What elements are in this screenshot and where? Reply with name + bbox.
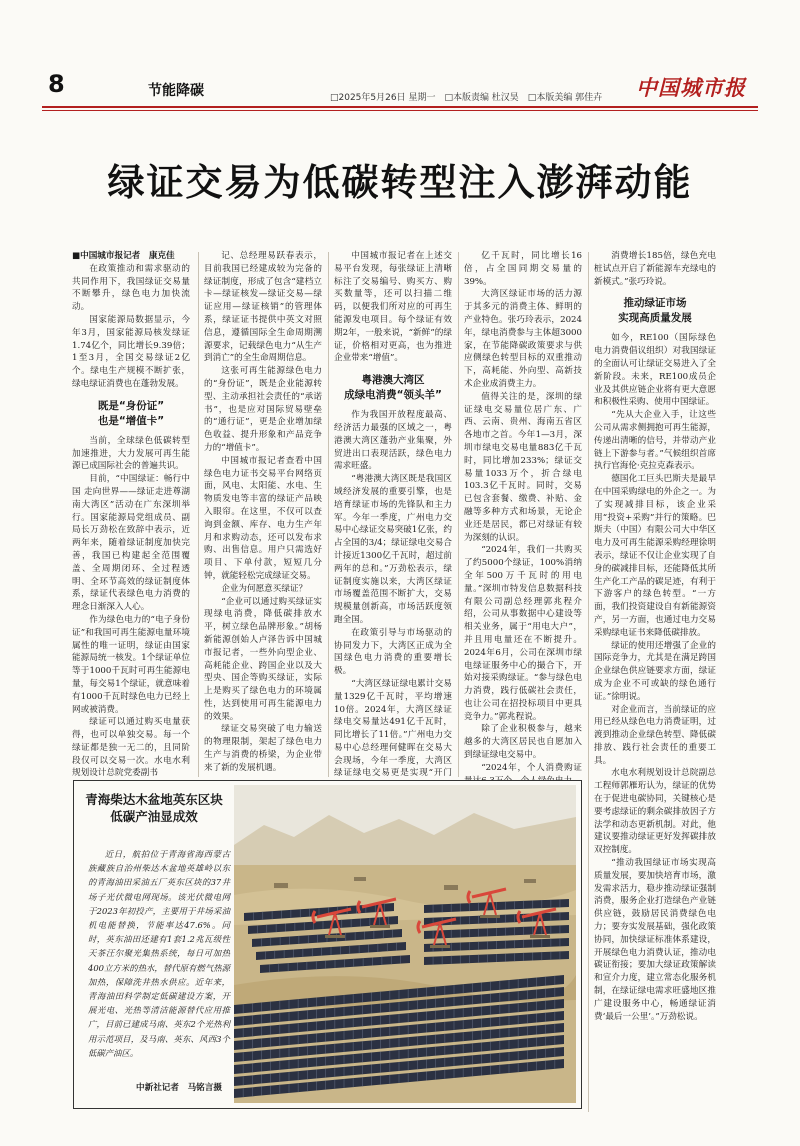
- photo-caption: 近日，航拍位于青海省海西蒙古族藏族自治州柴达木盆地英雄岭以东的青海油田采油五厂英东区块的37井场子光伏微电网现场。该光伏微电网于2023年初投产，主要用于井场采油机电能替换，节能率达47.6%。同时，英东油田还建有1套1.2兆瓦级性天茶汪尔聚光集热系统，每日可加热400立方米的热水，替代原有燃气热源加热，保障洗井热水供应。近年来，青海油田科学制定低碳建设方案，开展光电、光热等清洁能源替代应用推广，目前已建成马南、英东2个光热利用示范项目，及马南、英东、风西3个低碳产油区。: [88, 849, 230, 1058]
- paragraph: 绿证可以通过购买电量获得，也可以单独交易。每一个绿证都是独一无二的，且同阶段仅可以交易一次。水电水利规划设计总院党委副书: [72, 717, 190, 779]
- paragraph: “粤港澳大湾区既是我国区域经济发展的重要引擎，也是培育绿证市场的先锋队和主力军。今年一季度，广州电力交易中心绿证交易突破1亿张，约占全国的3/4；绿证绿电交易合计接近1300亿千瓦时，超过前两年的总和。”万劲松表示，绿证制度实施以来，大湾区绿证市场覆盖范围不断扩大，交易规模量创新高，市场活跃度领跑全国。: [334, 474, 452, 625]
- masthead-logo: 中国城市报: [636, 75, 746, 100]
- paragraph: 消费增长185倍，绿色充电桩试点开启了新能源车充绿电的新模式。”张巧玲说。: [594, 251, 716, 287]
- paragraph: “先从大企业入手，让这些公司从需求侧拥抱可再生能源，传递出清晰的信号，并带动产业链上下游参与者。”气候组织首席执行官海伦·克拉克森表示。: [594, 410, 716, 472]
- c2-paras: [204, 250, 322, 775]
- paragraph: 大湾区绿证市场的活力源于其多元的消费主体、鲜明的产业特色。张巧玲表示，2024年，绿电消费参与主体超3000家，在节能降碳政策要求与供应侧绿色转型目标的双重推动下，高耗能、外向型、高新技术企业成消费主力。: [464, 289, 582, 389]
- paragraph: 企业为何愿意买绿证？: [221, 583, 308, 594]
- headline: 绿证交易为低碳转型注入澎湃动能: [107, 160, 693, 204]
- column-divider: [328, 252, 329, 777]
- paragraph: 德国化工巨头巴斯夫是最早在中国采购绿电的外企之一。为了实现减排目标，该企业采用“投资+采购”并行的策略。巴斯夫（中国）有限公司大中华区电力及可再生能源采购经理徐明表示，绿证不仅让企业实现了自身的碳减排目标，还能降低其所生产化工产品的碳足迹，有利于下游客户的绿色转型。“一方面，我们投资建设自有新能源资产，另一方面，也通过电力交易采购绿电证书来降低碳排放。: [594, 474, 716, 638]
- c3-paras: [334, 250, 452, 365]
- paragraph: 亿千瓦时，同比增长16倍，占全国同期交易量的39%。: [464, 251, 582, 287]
- article-column-1: [72, 250, 190, 779]
- paragraph: 当前，全球绿色低碳转型加速推进，大力发展可再生能源已成国际社会的普遍共识。: [72, 435, 190, 472]
- photo-title: 青海柴达木盆地英东区块 低碳产油显成效: [85, 792, 223, 824]
- solar-oilfield-photo: [234, 785, 576, 1103]
- c5-paras: [594, 250, 716, 288]
- column-divider: [458, 252, 459, 777]
- subheading-high-quality: 推动绿证市场 实现高质量发展: [618, 297, 692, 325]
- c1-paras: [72, 263, 190, 391]
- paragraph: “企业可以通过购买绿证实现绿电消费，降低碳排放水平，树立绿色品牌形象。”胡杨新能源创始人卢泽告诉中国城市报记者，一些外向型企业、高耗能企业、跨国企业以及大型央、国企等购买绿证，实际上是购买了绿色电力的环境属性，达到使用可再生能源电力的效果。: [204, 596, 322, 722]
- paragraph: 中国城市报记者查看中国绿色电力证书交易平台网络页面，风电、太阳能、水电、生物质发电等丰富的绿证产品映入眼帘。在这里，不仅可以查询到金额、库存、电力生产年月和求购动态，还可以发布求购、出售信息。用户只需选好项目、下单付款，短短几分钟，就能轻松完成绿证交易。: [204, 455, 322, 581]
- paragraph: “2024年，我们一共购买了约5000个绿证，100%消纳全年500万千瓦时的用电量。”深圳市特发信息数据科技有限公司副总经理郭兆程介绍，公司从事数据中心建设等相关业务，属于“用电大户”，并且用电量还在不断提升。2024年6月，公司在深圳市绿电绿证服务中心的撮合下，开始对接采购绿证。“参与绿色电力消费，践行低碳社会责任，也让公司在招投标项目中更具竞争力。”郭兆程说。: [464, 545, 582, 722]
- article-column-3: [334, 250, 452, 779]
- photo-credit: 中新社记者 马铭言摄: [136, 1083, 222, 1093]
- subheading-identity-card: 既是“身份证” 也是“增值卡”: [97, 399, 165, 427]
- issue-meta: □2025年5月26日 星期一 □本版责编 杜汉昊 □本版美编 郭佳卉: [330, 93, 603, 103]
- section-title: 节能降碳: [148, 83, 204, 99]
- paragraph: 如今，RE100（国际绿色电力消费倡议组织）对我国绿证的全面认可让绿证交易进入了全新阶段。未来，RE100成员企业及其供应链企业将有更大意愿和积极性采购、使用中国绿证。: [594, 333, 716, 408]
- paragraph: 国家能源局数据显示，今年3月，国家能源局核发绿证1.74亿个，同比增长9.39倍；1至3月，全国交易绿证2亿个。绿电生产规模不断扩张，绿电绿证消费也在蓬勃发展。: [72, 314, 190, 389]
- paragraph: 在政策引导与市场驱动的协同发力下，大湾区正成为全国绿色电力消费的重要增长极。: [334, 627, 452, 677]
- paragraph: “推动我国绿证市场实现高质量发展，要加快培育市场，激发需求活力，稳步推动绿证强制消费，服务企业打造绿色产业链供应链，鼓励居民消费绿色电力；要夯实发展基础，强化政策协同，加快绿证标准体系建设，开展绿色电力消费认证，推动电碳证衔接；要加大绿证政策解读和宣介力度，建立常态化服务机制，在绿证绿电需求旺盛地区推广建设服务中心，畅通绿证消费‘最后一公里’。”万劲松说。: [594, 858, 716, 1022]
- header-rule: [42, 106, 758, 108]
- article-column-2: [204, 250, 322, 773]
- byline: ■中国城市报记者 康克佳: [72, 251, 175, 261]
- column-divider: [588, 252, 589, 1112]
- c1-paras-2: [72, 435, 190, 781]
- photo-feature-box: [73, 780, 582, 1109]
- paragraph: 绿证交易突破了电力输送的物理限制，架起了绿色电力生产与消费的桥梁，为企业带来了新的发展机遇。: [204, 724, 322, 773]
- header-rule-thin: [42, 110, 758, 111]
- paragraph: “2024年，个人消费购证: [481, 762, 582, 773]
- paragraph: 值得关注的是，深圳的绿证绿电交易量位居广东、广西、云南、贵州、海南五省区各地市之首。今年1—3月，深圳市绿电交易电量883亿千瓦时，同比增加233%；绿证交易量1033万个，折合绿电103.3亿千瓦时。同时，交易已包含套餐、缴费、补贴、金融等多种方式和场景，无论企业还是居民，都已对绿证有较为深刻的认识。: [464, 391, 582, 543]
- paragraph: 在政策推动和需求驱动的共同作用下，我国绿证交易量不断攀升，绿色电力加快流动。: [72, 263, 190, 313]
- paragraph: “大湾区绿证绿电累计交易量1329亿千瓦时，平均增速10倍。2024年，大湾区绿证绿电交易量达491亿千瓦时，同比增长了11倍。”广州电力交易中心总经理何健晖在交易大会现场，今年一季度，大湾区绿证绿电交易更是实现“开门: [334, 678, 452, 779]
- paragraph: 目前，“中国绿证：畅行中国 走向世界——绿证走进尊湖南大湾区”活动在广东深圳举行。国家能源局党组成员、副局长万劲松在致辞中表示，近两年来，随着绿证制度加快完善，我国已构建起全范围覆盖、全周期闭环、全过程透明、全环节高效的绿证制度体系，绿证代表绿色电力消费的理念日渐深入人心。: [72, 474, 190, 613]
- c4-paras: [464, 250, 582, 787]
- paragraph: 绿证的使用还增强了企业的国际竞争力，尤其是在满足跨国企业绿色供应链要求方面，绿证成为企业不可或缺的绿色通行证。”徐明说。: [594, 640, 716, 702]
- paragraph: 对企业而言，当前绿证的应用已经从绿色电力消费证明，过渡到推动企业绿色转型、降低碳排放、践行社会责任的重要工具。: [594, 704, 716, 766]
- paragraph: 作为我国开放程度最高、经济活力最强的区域之一，粤港澳大湾区蓬勃产业集聚，外贸进出口表现活跃，绿色电力需求旺盛。: [334, 410, 452, 472]
- paragraph: 中国城市报记者在上述交易平台发现，每张绿证上清晰标注了交易编号、购买方、购买数量等，还可以扫描二维码，以便我们所对应的可再生能源发电项目。每个绿证有效期2年，一般来说，“新鲜”的绿证，价格相对更高，也为推进企业带来“增值”。: [334, 251, 452, 364]
- paragraph: 作为绿色电力的“电子身份证”和我国可再生能源电量环境属性的唯一证明，绿证由国家能源局统一核发。1个绿证单位等于1000千瓦时可再生能源电量，每交易1个绿证，就意味着有1000千瓦时绿色电力已经上网或被消费。: [72, 614, 190, 715]
- paragraph: 水电水利规划设计总院副总工程师郭雁珩认为，绿证的优势在于促进电碳协同，关键核心是要考虑绿证的剩余碳排放因子方法学和动态更新机制。对此，他建议要推动绿证更好发挥碳排放双控制度。: [594, 768, 716, 856]
- article-column-4: [464, 250, 582, 773]
- subheading-greater-bay-area: 粤港澳大湾区 成绿电消费“领头羊”: [344, 374, 442, 402]
- c5-paras-2: [594, 332, 716, 1023]
- paragraph: 这张可再生能源绿色电力的“身份证”，既是企业能源转型、主动承担社会责任的“承诺书”，也是应对国际贸易壁垒的“通行证”，更是企业增加绿色收益、提升形象和产品竞争力的“增值卡”。: [204, 366, 322, 453]
- paragraph: 记、总经理易跃春表示，目前我国已经建成较为完备的绿证制度，形成了包含“建档立卡—绿证核发—绿证交易—绿证应用—绿证核销”的管理体系，绿证证书提供中英文对照信息，遵循国际全生命周期溯源要求，记载绿色电力“从生产到消亡”的全生命周期信息。: [204, 251, 322, 364]
- article-column-5: [594, 250, 716, 1110]
- column-divider: [198, 252, 199, 777]
- c3-paras-2: [334, 409, 452, 793]
- page-number: 8: [48, 70, 65, 98]
- paragraph: 除了企业积极参与，越来越多的大湾区居民也自愿加入到绿证绿电交易中。: [464, 724, 582, 761]
